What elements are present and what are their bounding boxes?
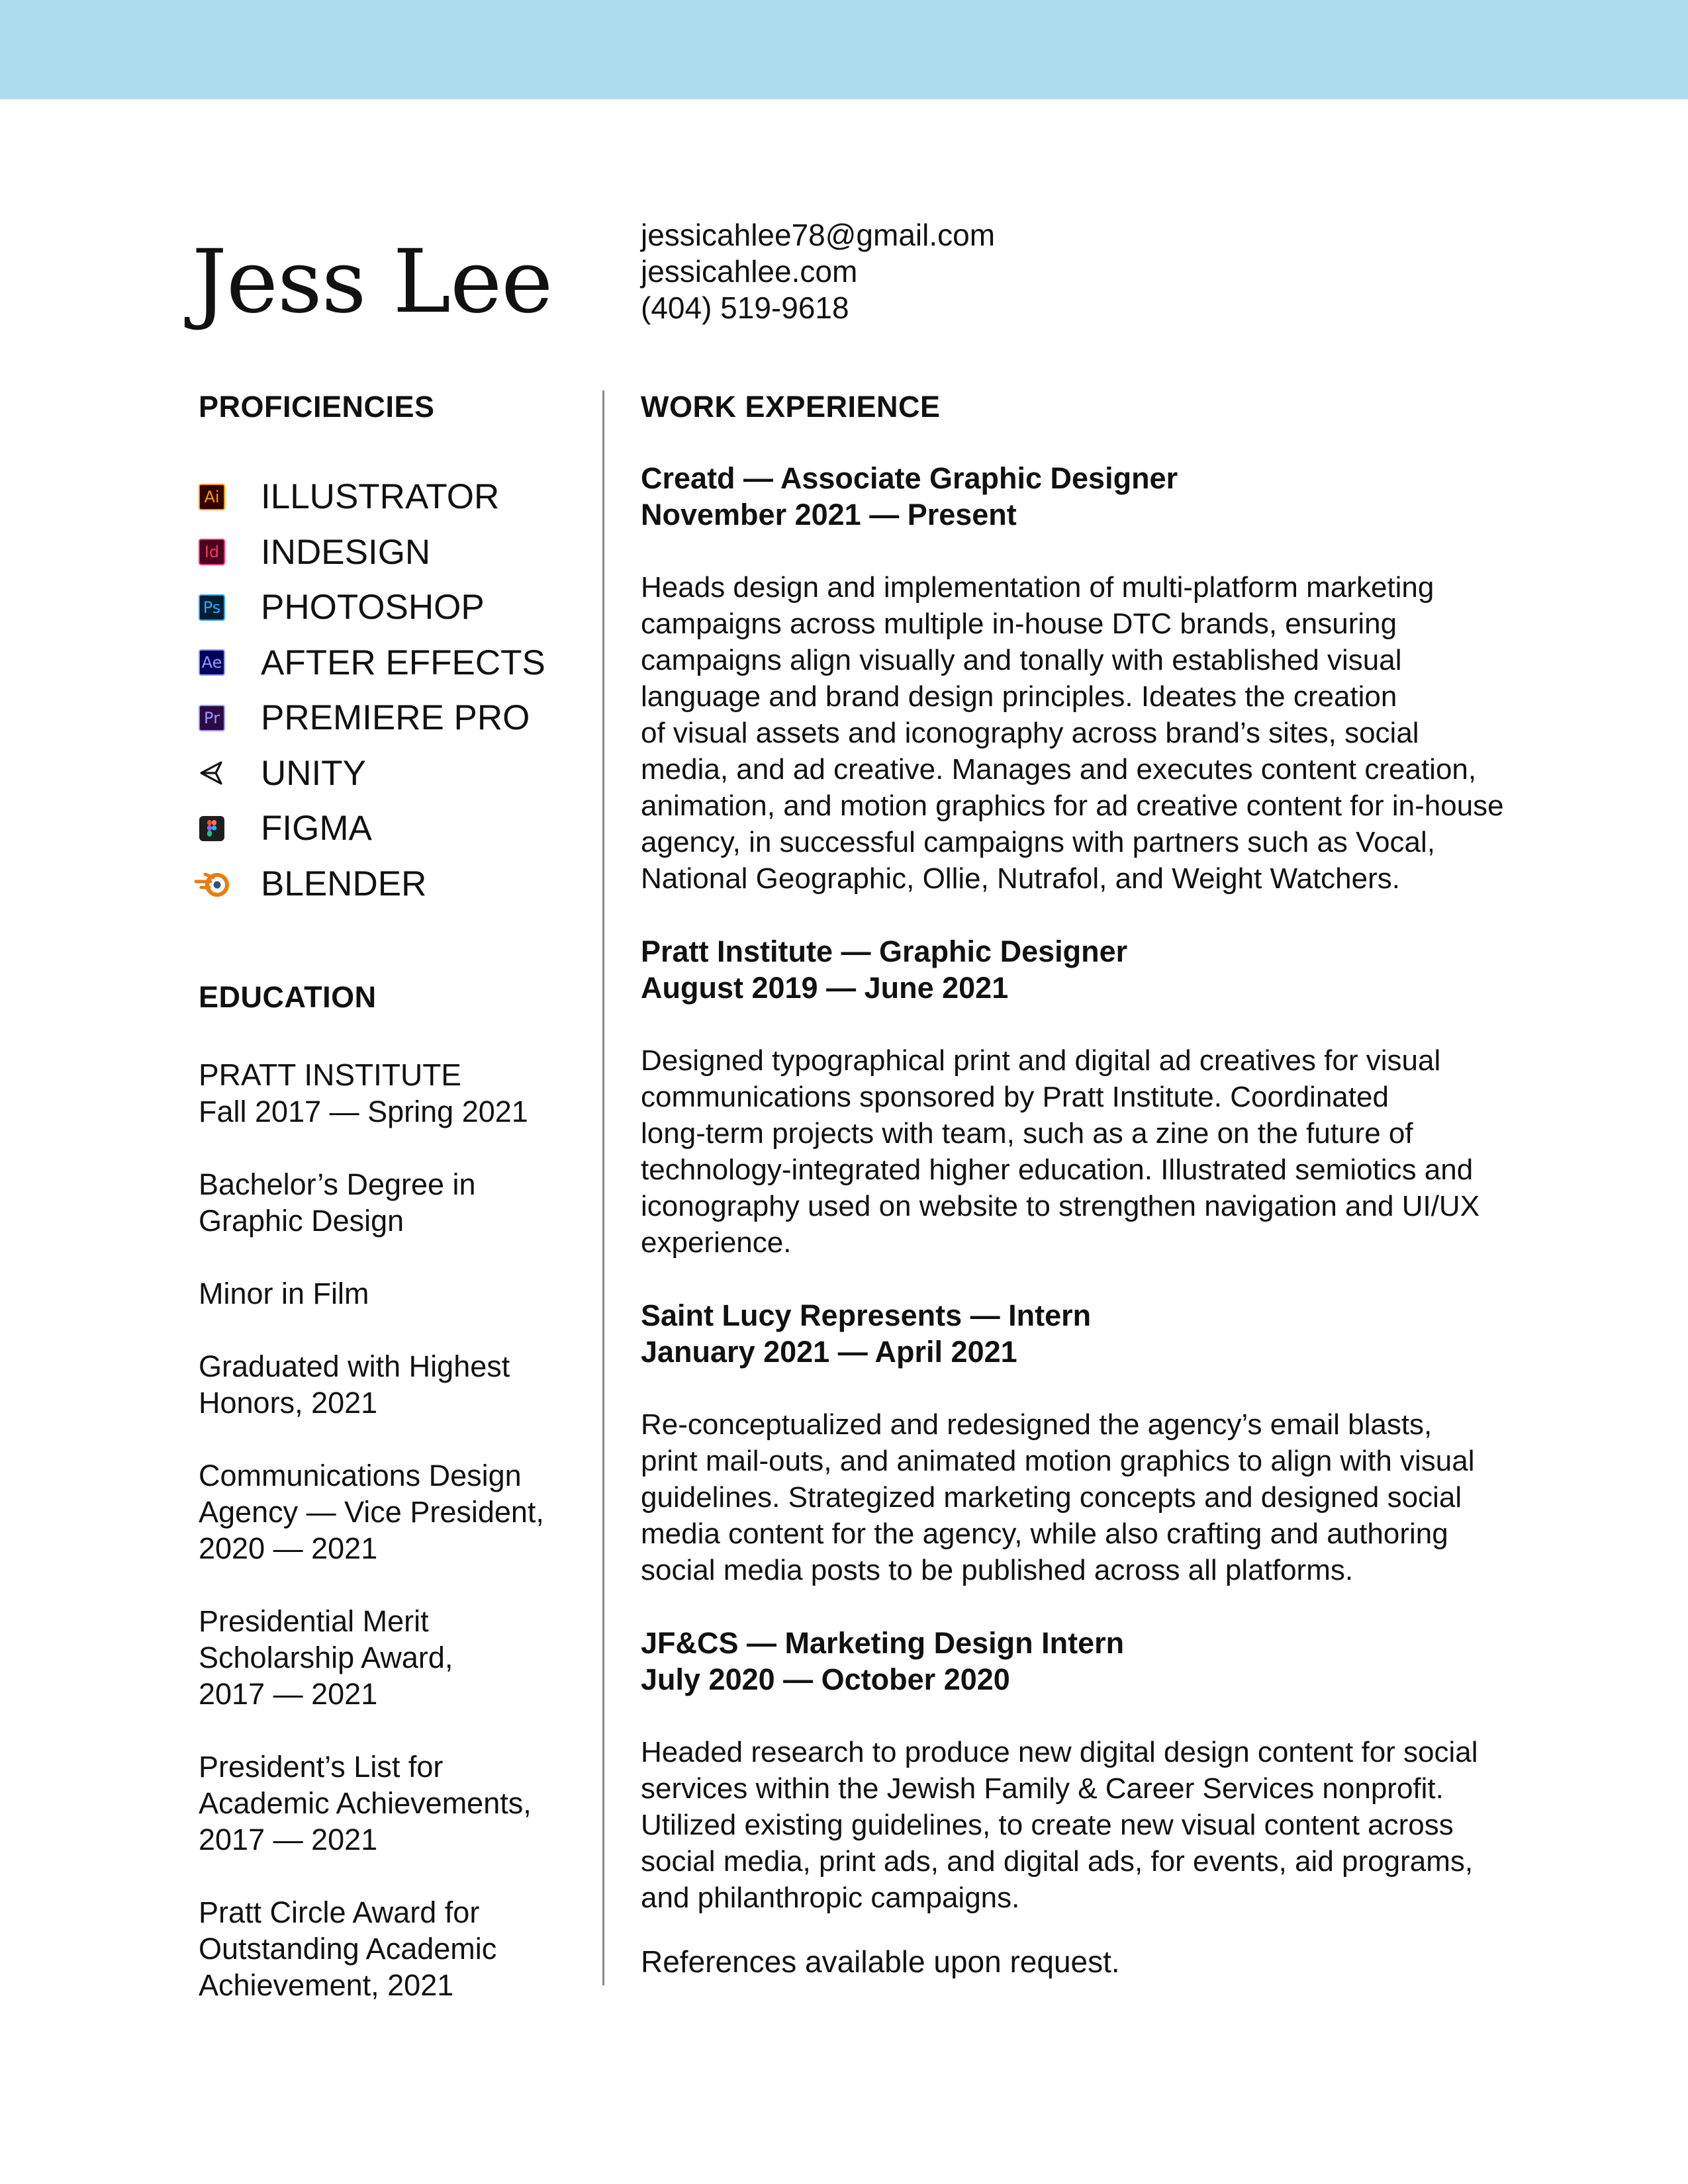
- education-line: Achievement, 2021: [199, 1968, 454, 2002]
- job-description-line: print mail-outs, and animated motion graphics to align with visual: [641, 1445, 1475, 1477]
- proficiency-label: FIGMA: [261, 809, 372, 848]
- education-line: 2017 — 2021: [199, 1677, 378, 1711]
- references-note: References available upon request.: [641, 1944, 1120, 1979]
- education-line: Bachelor’s Degree in: [199, 1167, 476, 1201]
- proficiency-label: AFTER EFFECTS: [261, 643, 545, 682]
- proficiency-label: BLENDER: [261, 864, 427, 903]
- education-section: [199, 982, 583, 2003]
- education-line: Honors, 2021: [199, 1386, 378, 1420]
- indesign-icon: Id: [199, 539, 225, 565]
- figma-icon: [199, 815, 225, 842]
- job-description-line: media, and ad creative. Manages and executes content creation,: [641, 753, 1477, 786]
- left-column: [199, 392, 583, 2003]
- education-entry: [199, 1166, 583, 1239]
- education-entry: [199, 1275, 583, 1312]
- job-description-line: of visual assets and iconography across brand’s sites, social: [641, 717, 1419, 749]
- photoshop-icon: Ps: [199, 594, 225, 621]
- job-description-line: social media, print ads, and digital ads, for events, aid programs,: [641, 1845, 1474, 1878]
- job-description-line: Designed typographical print and digital ad creatives for visual: [641, 1044, 1441, 1077]
- education-line: Presidential Merit: [199, 1604, 429, 1638]
- education-heading: EDUCATION: [199, 980, 377, 1014]
- education-line: 2020 — 2021: [199, 1531, 378, 1565]
- proficiency-figma: [199, 801, 583, 856]
- job-description-line: long-term projects with team, such as a zine on the future of: [641, 1117, 1413, 1150]
- education-entry: [199, 1894, 583, 2003]
- job-dates: November 2021 — Present: [641, 498, 1017, 531]
- job-description-line: guidelines. Strategized marketing concepts and designed social: [641, 1481, 1462, 1514]
- education-entry: [199, 1348, 583, 1421]
- proficiency-unity: [199, 746, 583, 801]
- contact-email: jessicahlee78@gmail.com: [641, 218, 996, 252]
- education-line: Minor in Film: [199, 1277, 369, 1310]
- education-line: Graphic Design: [199, 1204, 404, 1238]
- unity-icon: [199, 760, 225, 786]
- job-dates: July 2020 — October 2020: [641, 1662, 1010, 1696]
- resume-name: Jess Lee: [192, 231, 553, 333]
- jobs-list: [641, 460, 1508, 1916]
- job-description-line: media content for the agency, while also crafting and authoring: [641, 1518, 1448, 1550]
- education-line: Pratt Circle Award for: [199, 1895, 480, 1929]
- job-dates: August 2019 — June 2021: [641, 971, 1009, 1005]
- education-body: [199, 1057, 583, 2003]
- job-description-line: Heads design and implementation of multi-platform marketing: [641, 571, 1434, 604]
- job-description-line: communications sponsored by Pratt Institute. Coordinated: [641, 1081, 1389, 1113]
- premiere-pro-icon: Pr: [199, 705, 225, 731]
- job-title: Pratt Institute — Graphic Designer: [641, 934, 1128, 968]
- top-color-band: [0, 0, 1688, 99]
- proficiency-label: UNITY: [261, 753, 366, 793]
- illustrator-icon: Ai: [199, 484, 225, 510]
- contact-info: [641, 217, 995, 326]
- job-entry: [641, 933, 1508, 1261]
- contact-phone: (404) 519-9618: [641, 291, 849, 325]
- education-line: Academic Achievements,: [199, 1786, 532, 1820]
- column-divider: [602, 390, 604, 1985]
- after-effects-icon: Ae: [199, 649, 225, 676]
- job-title: Saint Lucy Represents — Intern: [641, 1298, 1092, 1332]
- job-description-line: experience.: [641, 1226, 792, 1259]
- proficiencies-list: [199, 469, 583, 911]
- job-description: [641, 1406, 1508, 1588]
- job-description-line: animation, and motion graphics for ad creative content for in-house: [641, 790, 1504, 822]
- job-description-line: language and brand design principles. Ideates the creation: [641, 680, 1397, 713]
- proficiency-illustrator: [199, 469, 583, 525]
- job-description-line: agency, in successful campaigns with partners such as Vocal,: [641, 826, 1436, 858]
- job-dates: January 2021 — April 2021: [641, 1335, 1017, 1369]
- job-description-line: social media posts to be published across all platforms.: [641, 1554, 1354, 1586]
- right-column: [641, 392, 1508, 1980]
- work-experience-heading: WORK EXPERIENCE: [641, 390, 941, 424]
- proficiency-premiere-pro: [199, 690, 583, 746]
- job-description-line: campaigns align visually and tonally with established visual: [641, 644, 1402, 676]
- job-entry: [641, 460, 1508, 897]
- education-line: President’s List for: [199, 1750, 444, 1784]
- education-entry: [199, 1457, 583, 1567]
- proficiency-after-effects: [199, 635, 583, 691]
- proficiency-photoshop: [199, 580, 583, 635]
- blender-icon: [193, 870, 233, 897]
- education-line: Scholarship Award,: [199, 1641, 453, 1674]
- proficiency-label: ILLUSTRATOR: [261, 477, 500, 517]
- job-description-line: Re-conceptualized and redesigned the agency’s email blasts,: [641, 1408, 1432, 1441]
- job-description-line: campaigns across multiple in-house DTC brands, ensuring: [641, 608, 1397, 640]
- education-line: Agency — Vice President,: [199, 1495, 544, 1529]
- education-line: Communications Design: [199, 1459, 522, 1492]
- education-school: PRATT INSTITUTE: [199, 1058, 461, 1092]
- job-description: [641, 1734, 1508, 1916]
- job-description-line: services within the Jewish Family & Career Services nonprofit.: [641, 1772, 1444, 1805]
- education-line: 2017 — 2021: [199, 1823, 378, 1856]
- proficiencies-heading: PROFICIENCIES: [199, 390, 435, 424]
- job-description-line: Headed research to produce new digital design content for social: [641, 1736, 1478, 1768]
- job-entry: [641, 1297, 1508, 1588]
- proficiency-label: PREMIERE PRO: [261, 698, 530, 738]
- job-description-line: technology-integrated higher education. Illustrated semiotics and: [641, 1154, 1474, 1186]
- job-title: Creatd — Associate Graphic Designer: [641, 461, 1178, 495]
- proficiency-blender: [199, 856, 583, 912]
- proficiency-label: INDESIGN: [261, 532, 431, 572]
- job-description-line: Utilized existing guidelines, to create new visual content across: [641, 1809, 1454, 1841]
- job-description-line: and philanthropic campaigns.: [641, 1882, 1020, 1914]
- education-entry: [199, 1603, 583, 1712]
- job-description: [641, 569, 1508, 897]
- job-title: JF&CS — Marketing Design Intern: [641, 1626, 1125, 1660]
- job-entry: [641, 1625, 1508, 1916]
- job-description: [641, 1042, 1508, 1261]
- education-line: Graduated with Highest: [199, 1349, 510, 1383]
- proficiency-label: PHOTOSHOP: [261, 588, 485, 627]
- education-dates: Fall 2017 — Spring 2021: [199, 1095, 528, 1128]
- education-line: Outstanding Academic: [199, 1932, 497, 1966]
- contact-website: jessicahlee.com: [641, 254, 858, 289]
- job-description-line: iconography used on website to strengthen navigation and UI/UX: [641, 1190, 1480, 1222]
- proficiency-indesign: [199, 525, 583, 580]
- education-entry: [199, 1749, 583, 1858]
- job-description-line: National Geographic, Ollie, Nutrafol, and Weight Watchers.: [641, 862, 1400, 895]
